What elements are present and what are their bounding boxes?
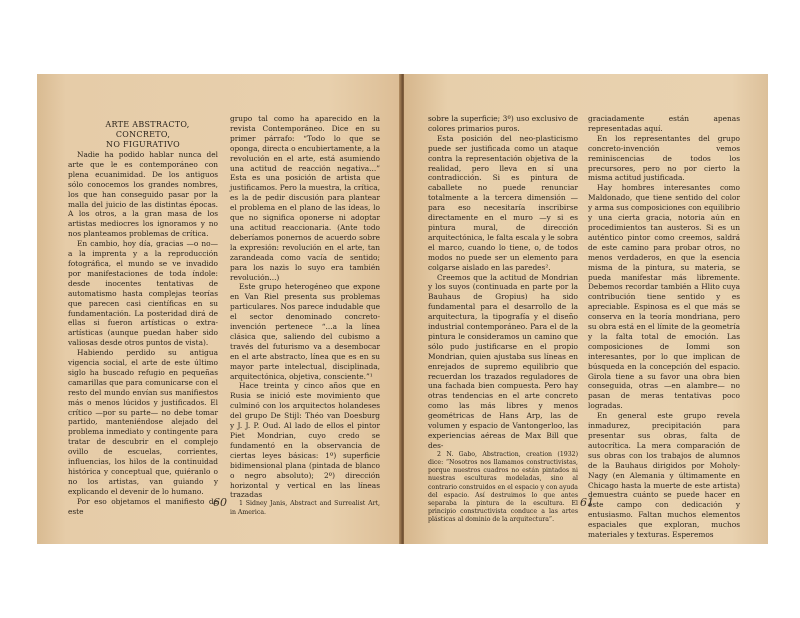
footnote: 2 N. Gabo, Abstraction, creation (1932) dice: “Nosotros nos llamamos constructivistas, porque nuestros cuadros no están pintados ni nuestras esculturas modeladas, sino al contrario construidos en el espacio y con ayuda del espacio. Así destruimos lo que antes separaba la pintura de la escultura. El principio constructivista conduce a las artes plásticas al dominio de la arquitectura”. <box>428 450 578 524</box>
paragraph: En cambio, hoy día, gracias —o no— a la imprenta y a la reproducción fotográfica, el mundo se ve invadido por manifestaciones de toda índole: desde inocentes tentativas de automatismo hasta complejas teorías que parecen casi científicas en su fundamentación. La posteridad dirá de ellas si fueron artísticas o extra-artísticas (aunque puedan haber sido valiosas desde otros puntos de vista). <box>68 239 218 348</box>
paragraph: En general este grupo revela inmadurez, precipitación para presentar sus obras, falta de autocrítica. La mera comparación de sus obras con los trabajos de alumnos de la Bauhaus dirigidos por Moholy-Nagy (en Alemania y últimamente en Chicago hasta la muerte de este artista) demuestra cuánto se puede hacer en este campo con dedicación y entusiasmo. Faltan muchos elementos espaciales que exploran, muchos materiales y texturas. Esperemos <box>588 411 740 540</box>
paragraph: grupo tal como ha aparecido en la revista Contemporáneo. Dice en su primer párrafo: “Todo lo que se oponga, directa o encubiertamente, a la revolución en el arte, está asumiendo una actitud de reacción negativa...” Esta es una posición de artista que justificamos. Pero la muestra, la crítica, es la de pedir discusión para plantear el problema en el plano de las ideas, lo que no significa oponerse ni adoptar una actitud reaccionaria. (Ante todo deberíamos ponernos de acuerdo sobre la expresión: revolución en el arte, tan zarandeada como vacía de sentido; para los nazis lo suyo era también revolución...) <box>230 114 381 282</box>
paragraph: Hay hombres interesantes como Maldonado, que tiene sentido del color y arma sus composiciones con equilibrio y una cierta gracia, notoria aún en procedimientos tan austeros. Si es un auténtico pintor como creemos, saldrá de este camino para probar otros, no menos verdaderos, en que la esencia misma de la pintura, su materia, se pueda manifestar más libremente. Debemos recordar también a Hlito cuya contribución tiene sentido y es apreciable. Espinosa es el que más se conserva en la teoría mondriana, pero su obra está en el límite de la geometría y la falta total de emoción. Las composiciones de Iommi son interesantes, por lo que implican de búsqueda en la concepción del espacio. Girola tiene a su favor una obra bien conseguida, otras —en alambre— no pasan de meras tentativas poco logradas. <box>588 183 740 411</box>
footnote: 1 Sidney Janis, Abstract and Surrealist Art, in America. <box>230 500 380 516</box>
paragraph: Por eso objetamos el manifiesto de este <box>68 496 218 516</box>
paragraph: Creemos que la actitud de Mondrian y los suyos (continuada en parte por la Bauhaus de Gropius) ha sido fundamental para el desarrollo de la arquitectura, la tipografía y el diseño industrial contemporáneo. Para el de la pintura le consideramos un camino que sólo pudo justificarse en el propio Mondrian, quien ajustaba sus líneas en enrejados de supremo equilibrio que recuerdan los trazados reguladores de una fachada bien compuesta. Pero hay otras tendencias en el arte concreto como las más libres y menos geométricas de Hans Arp, las de volumen y espacio de Vantongerloo, las experiencias aéreas de Max Bill que des- <box>428 272 578 450</box>
left-page-column-2 <box>230 114 380 517</box>
paragraph: Nadie ha podido hablar nunca del arte que le es contemporáneo con plena ecuanimidad. De los antiguos sólo conocemos los grandes nombres, los que han conseguido pasar por la malla del juicio de las distintas épocas. A los otros, a la gran masa de los artistas mediocres los ignoramos y no nos planteamos problemas de crítica. <box>68 150 218 239</box>
paragraph: En los representantes del grupo concreto-invención vemos reminiscencias de todos los precursores, pero no por cierto la misma actitud justificada. <box>588 133 740 183</box>
right-page-column-1 <box>428 114 578 525</box>
left-page-column-1 <box>68 120 218 517</box>
paragraph: Habiendo perdido su antigua vigencia social, el arte de este último siglo ha buscado refugio en pequeñas camarillas que para comunicarse con el resto del mundo envían sus manifiestos más o menos lúcidos y justificados. El crítico —por su parte— no debe tomar partido, manteniéndose alejado del problema inmediato y contingente para tratar de descubrir en el complejo ovillo de escuelas, corrientes, influencias, los hilos de la continuidad histórica y conceptual que, quiéranlo o no los artistas, van guiando y explicando el devenir de lo humano. <box>68 348 218 496</box>
paragraph: graciadamente están apenas representadas aquí. <box>588 114 740 133</box>
article-title-line-1: ARTE ABSTRACTO, CONCRETO, <box>105 120 190 139</box>
right-page <box>404 74 768 544</box>
page-number-right: 61 <box>580 496 594 509</box>
right-page-column-2 <box>588 114 740 540</box>
paragraph: Esta posición del neo-plasticismo puede ser justificada como un ataque contra la representación objetiva de la realidad, pero lleva en sí una contradicción. Si es pintura de caballete no puede renunciar totalmente a la tercera dimensión —para eso necesitaría inscribirse directamente en el muro —y si es pintura mural, de dirección arquitectónica, le falta escala y le sobra el marco, cuando lo tiene, o, de todos modos no puede ser un elemento para colgarse aislado en las paredes². <box>428 133 578 272</box>
article-title <box>68 120 218 150</box>
article-title-line-2: NO FIGURATIVO <box>106 140 180 149</box>
left-page <box>37 74 401 544</box>
paragraph: Este grupo heterogéneo que expone en Van Riel presenta sus problemas particulares. Nos parece indudable que el sector denominado concreto-invención pertenece “...a la línea clásica que, saliendo del cubismo a través del futurismo va a desembocar en el arte abstracto, línea que es en su mayor parte intelectual, disciplinada, arquitectónica, objetiva, consciente.”¹ <box>230 282 380 381</box>
book-spread <box>37 74 768 544</box>
paragraph: sobre la superficie; 3º) uso exclusivo de colores primarios puros. <box>428 114 578 133</box>
paragraph: Hace treinta y cinco años que en Rusia se inició este movimiento que culminó con los arquitectos holandeses del grupo De Stijl: Théo van Doesburg y J. J. P. Oud. Al lado de ellos el pintor Piet Mondrian, cuyo credo se fundamentó en la observancia de ciertas leyes básicas: 1º) superficie bidimensional plana (pintada de blanco o negro absoluto); 2º) dirección horizontal y vertical en las líneas trazadas <box>230 381 380 500</box>
page-number-left: 60 <box>213 496 227 509</box>
